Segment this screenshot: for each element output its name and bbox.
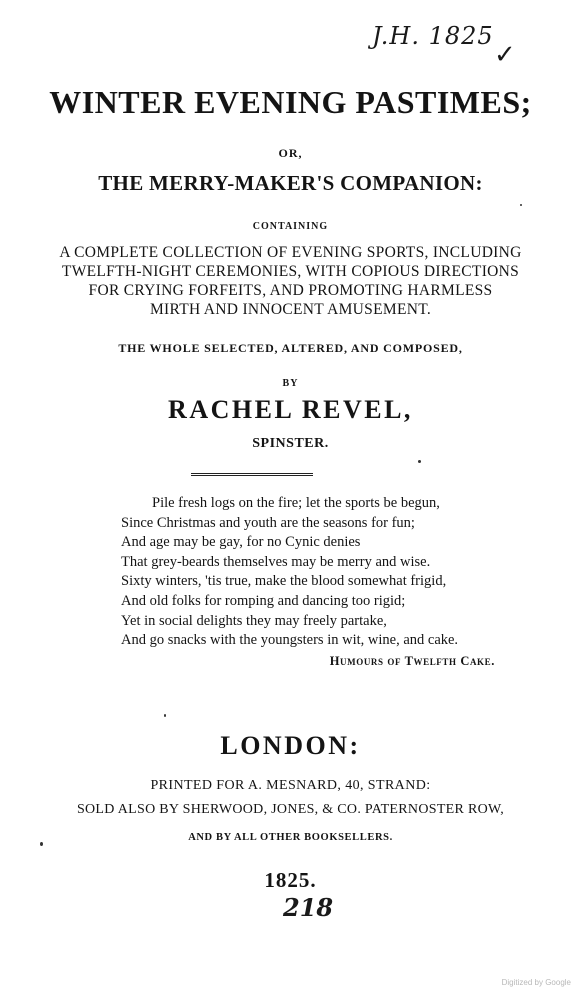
handwritten-check-mark: ✓ [494, 40, 516, 70]
epigraph-attribution: Humours of Twelfth Cake. [329, 654, 495, 668]
paper-speck [418, 460, 421, 463]
description-line: TWELFTH-NIGHT CEREMONIES, WITH COPIOUS DIRECTIONS [61, 263, 520, 280]
verse-line: And go snacks with the youngsters in wit, wine, and cake. [121, 632, 459, 649]
description-line: MIRTH AND INNOCENT AMUSEMENT. [149, 301, 432, 318]
description-line: FOR CRYING FORFEITS, AND PROMOTING HARMLESS [88, 282, 493, 299]
handwritten-shelfmark: J.H. 1825 [372, 22, 494, 50]
author-name: RACHEL REVEL, [168, 395, 413, 424]
double-rule-divider [191, 473, 313, 476]
paper-speck [40, 842, 43, 846]
imprint-city: LONDON: [220, 731, 361, 760]
book-subtitle: THE MERRY-MAKER'S COMPANION: [98, 171, 483, 195]
verse-line: Sixty winters, 'tis true, make the blood somewhat frigid, [121, 573, 447, 590]
imprint-printer: PRINTED FOR A. MESNARD, 40, STRAND: [150, 778, 431, 793]
verse-line: That grey-beards themselves may be merry and wise. [121, 553, 431, 570]
author-title: SPINSTER. [252, 436, 329, 451]
handwritten-number: 218 [283, 893, 334, 922]
description-block [0, 243, 581, 319]
verse-line: And old folks for romping and dancing too rigid; [121, 592, 406, 609]
containing-label: CONTAINING [252, 221, 329, 232]
publication-year: 1825. [264, 868, 317, 892]
verse-line: Yet in social delights they may freely partake, [121, 612, 387, 629]
paper-speck [164, 714, 166, 717]
paper-speck [520, 204, 522, 206]
verse-line: And age may be gay, for no Cynic denies [121, 534, 361, 551]
imprint-booksellers: AND BY ALL OTHER BOOKSELLERS. [188, 832, 393, 843]
by-label: BY [282, 378, 299, 389]
book-title: WINTER EVENING PASTIMES; [49, 84, 532, 120]
verse-line: Pile fresh logs on the fire; let the sports be begun, [152, 495, 440, 511]
digitization-watermark: Digitized by Google [501, 978, 571, 987]
imprint-seller: SOLD ALSO BY SHERWOOD, JONES, & CO. PATERNOSTER ROW, [76, 802, 505, 817]
epigraph-verse [0, 494, 581, 651]
compiled-statement: THE WHOLE SELECTED, ALTERED, AND COMPOSED, [118, 341, 463, 355]
title-connector: OR, [278, 146, 303, 160]
description-line: A COMPLETE COLLECTION OF EVENING SPORTS, INCLUDING [59, 244, 522, 261]
verse-line: Since Christmas and youth are the seasons for fun; [121, 514, 415, 531]
